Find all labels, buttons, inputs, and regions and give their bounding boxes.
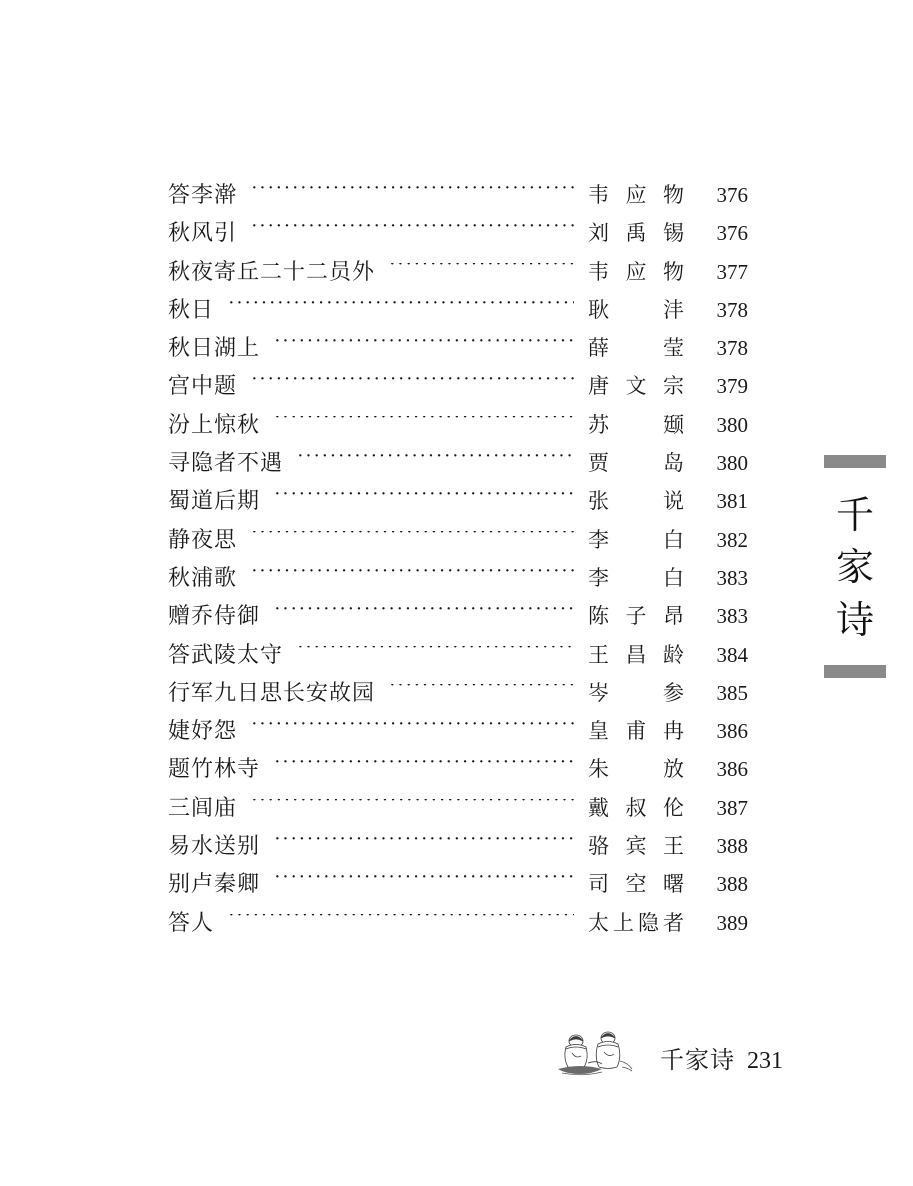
toc-entry-title: 汾上惊秋 — [168, 411, 261, 437]
toc-entry-page: 382 — [716, 527, 748, 552]
toc-leader-dots — [297, 454, 574, 470]
toc-entry-title: 三闾庙 — [168, 794, 238, 820]
toc-entry-title: 答人 — [168, 909, 215, 935]
toc-leader-dots — [389, 263, 574, 279]
toc-entry-page: 376 — [716, 221, 748, 246]
toc-entry-title: 题竹林寺 — [168, 756, 261, 782]
two-scholars-illustration — [548, 1023, 644, 1081]
toc-entry[interactable] — [168, 408, 748, 446]
toc-entry-author: 司空曙 — [588, 872, 684, 897]
toc-entry-author: 苏颋 — [588, 412, 684, 437]
toc-entry-page: 386 — [716, 719, 748, 744]
toc-leader-dots — [251, 377, 574, 393]
toc-entry-author: 贾岛 — [588, 451, 684, 476]
side-title-char: 诗 — [835, 599, 874, 642]
toc-entry[interactable] — [168, 293, 748, 331]
toc-entry-page: 386 — [716, 757, 748, 782]
toc-entry-author: 唐文宗 — [588, 374, 684, 399]
toc-entry-page: 387 — [716, 795, 748, 820]
toc-entry-author: 刘禹锡 — [588, 221, 684, 246]
toc-entry[interactable] — [168, 446, 748, 484]
toc-entry[interactable] — [168, 752, 748, 790]
toc-entry-page: 389 — [716, 910, 748, 935]
toc-entry-page: 384 — [716, 642, 748, 667]
toc-entry-title: 秋夜寄丘二十二员外 — [168, 258, 376, 284]
toc-leader-dots — [274, 416, 574, 432]
side-title-char: 千 — [835, 495, 874, 537]
toc-entry-author: 李白 — [588, 565, 684, 590]
toc-entry-page: 381 — [716, 489, 748, 514]
toc-entry-title: 行军九日思长安故园 — [168, 679, 376, 705]
side-title-bottom-bar — [824, 665, 886, 678]
toc-entry[interactable] — [168, 829, 748, 867]
toc-leader-dots — [251, 224, 574, 240]
toc-entry[interactable] — [168, 676, 748, 714]
toc-entry[interactable] — [168, 216, 748, 254]
toc-entry-page: 377 — [716, 259, 748, 284]
toc-entry[interactable] — [168, 791, 748, 829]
toc-entry-author: 骆宾王 — [588, 834, 684, 859]
toc-leader-dots — [274, 339, 574, 355]
toc-entry-author: 薛莹 — [588, 336, 684, 361]
toc-leader-dots — [389, 684, 574, 700]
footer-book-title: 千家诗 — [660, 1048, 735, 1074]
toc-entry-author: 李白 — [588, 527, 684, 552]
page-footer — [0, 1023, 913, 1081]
toc-entry-author: 戴叔伦 — [588, 795, 684, 820]
toc-entry-author: 耿沣 — [588, 297, 684, 322]
toc-entry-title: 答武陵太守 — [168, 641, 284, 667]
toc-entry-page: 388 — [716, 872, 748, 897]
toc-entry-page: 376 — [716, 183, 748, 207]
toc-leader-dots — [251, 799, 574, 815]
toc-entry[interactable] — [168, 369, 748, 407]
toc-entry-author: 朱放 — [588, 757, 684, 782]
toc-entry[interactable] — [168, 178, 748, 216]
toc-entry-title: 赠乔侍御 — [168, 603, 261, 629]
toc-leader-dots — [251, 186, 574, 202]
toc-entry-title: 别卢秦卿 — [168, 871, 261, 897]
toc-entry[interactable] — [168, 331, 748, 369]
toc-entry[interactable] — [168, 484, 748, 522]
toc-entry-title: 婕妤怨 — [168, 718, 238, 744]
toc-entry-page: 380 — [716, 451, 748, 476]
toc-leader-dots — [274, 607, 574, 623]
side-title-top-bar — [824, 455, 886, 468]
footer-page-number: 231 — [747, 1048, 783, 1074]
side-title-char: 家 — [835, 547, 874, 590]
toc-entry-title: 秋风引 — [168, 220, 238, 246]
toc-entry-page: 380 — [716, 412, 748, 437]
side-title-characters — [817, 490, 893, 647]
toc-entry-page: 385 — [716, 680, 748, 705]
toc-entry-title: 秋浦歌 — [168, 564, 238, 590]
toc-entry[interactable] — [168, 599, 748, 637]
toc-entry-title: 易水送别 — [168, 833, 261, 859]
toc-leader-dots — [251, 569, 574, 585]
toc-leader-dots — [228, 301, 574, 317]
toc-entry-title: 蜀道后期 — [168, 488, 261, 514]
toc-entry[interactable] — [168, 561, 748, 599]
toc-entry-author: 王昌龄 — [588, 642, 684, 667]
toc-entry-page: 383 — [716, 565, 748, 590]
toc-entry-page: 383 — [716, 604, 748, 629]
toc-entry-title: 秋日湖上 — [168, 335, 261, 361]
toc-entry-page: 388 — [716, 834, 748, 859]
toc-entry[interactable] — [168, 714, 748, 752]
toc-leader-dots — [274, 492, 574, 508]
toc-leader-dots — [228, 914, 574, 930]
toc-entry-author: 陈子昂 — [588, 604, 684, 629]
toc-entry-author: 太上隐者 — [588, 910, 684, 935]
toc-entry-page: 378 — [716, 336, 748, 361]
toc-leader-dots — [274, 837, 574, 853]
toc-entry-title: 静夜思 — [168, 526, 238, 552]
table-of-contents — [168, 178, 748, 944]
toc-entry-title: 秋日 — [168, 296, 215, 322]
toc-entry-author: 皇甫冉 — [588, 719, 684, 744]
toc-entry[interactable] — [168, 906, 748, 944]
toc-leader-dots — [297, 646, 574, 662]
toc-entry-author: 张说 — [588, 489, 684, 514]
side-book-title — [817, 455, 893, 678]
toc-leader-dots — [251, 531, 574, 547]
toc-entry[interactable] — [168, 867, 748, 905]
toc-entry-title: 宫中题 — [168, 373, 238, 399]
toc-entry-author: 韦应物 — [588, 183, 684, 207]
toc-entry-author: 岑参 — [588, 680, 684, 705]
toc-leader-dots — [274, 875, 574, 891]
toc-entry[interactable] — [168, 255, 748, 293]
toc-entry-title: 答李澣 — [168, 182, 238, 207]
toc-entry-page: 379 — [716, 374, 748, 399]
toc-leader-dots — [274, 760, 574, 776]
toc-entry[interactable] — [168, 523, 748, 561]
toc-entry-title: 寻隐者不遇 — [168, 450, 284, 476]
toc-entry[interactable] — [168, 638, 748, 676]
toc-entry-author: 韦应物 — [588, 259, 684, 284]
toc-entry-page: 378 — [716, 297, 748, 322]
toc-leader-dots — [251, 722, 574, 738]
